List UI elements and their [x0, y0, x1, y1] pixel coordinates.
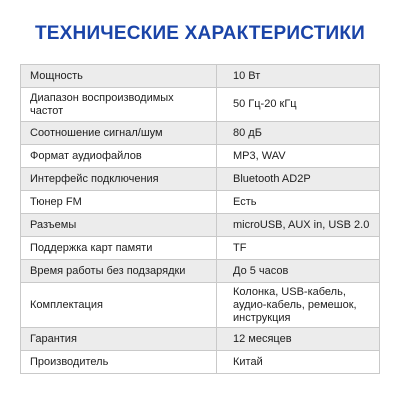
table-row-battery-life [21, 260, 380, 283]
table-row-connectors [21, 214, 380, 237]
table-row-audio-format [21, 145, 380, 168]
table-row-power [21, 65, 380, 88]
spec-value: 10 Вт [217, 65, 380, 88]
spec-label: Разъемы [21, 214, 217, 237]
spec-label: Мощность [21, 65, 217, 88]
table-row-memory-card [21, 237, 380, 260]
spec-label: Гарантия [21, 328, 217, 351]
spec-value: microUSB, AUX in, USB 2.0 [217, 214, 380, 237]
spec-value: Есть [217, 191, 380, 214]
spec-value: 12 месяцев [217, 328, 380, 351]
spec-label: Тюнер FM [21, 191, 217, 214]
table-row-interface [21, 168, 380, 191]
table-row-manufacturer [21, 351, 380, 374]
spec-label: Интерфейс подключения [21, 168, 217, 191]
spec-label: Комплектация [21, 283, 217, 328]
spec-label: Соотношение сигнал/шум [21, 122, 217, 145]
page-title: ТЕХНИЧЕСКИЕ ХАРАКТЕРИСТИКИ [34, 23, 366, 44]
spec-table [20, 64, 380, 374]
table-row-snr [21, 122, 380, 145]
spec-label: Формат аудиофайлов [21, 145, 217, 168]
spec-value: Китай [217, 351, 380, 374]
spec-value: MP3, WAV [217, 145, 380, 168]
table-row-fm-tuner [21, 191, 380, 214]
table-row-package-contents [21, 283, 380, 328]
spec-value: 80 дБ [217, 122, 380, 145]
spec-label: Производитель [21, 351, 217, 374]
spec-value: Колонка, USB-кабель, аудио-кабель, ремешок, инструкция [217, 283, 380, 328]
spec-label: Поддержка карт памяти [21, 237, 217, 260]
table-row-warranty [21, 328, 380, 351]
spec-label: Время работы без подзарядки [21, 260, 217, 283]
table-row-frequency-range [21, 88, 380, 122]
spec-label: Диапазон воспроизводимых частот [21, 88, 217, 122]
spec-value: До 5 часов [217, 260, 380, 283]
spec-value: Bluetooth AD2P [217, 168, 380, 191]
spec-value: TF [217, 237, 380, 260]
spec-value: 50 Гц-20 кГц [217, 88, 380, 122]
